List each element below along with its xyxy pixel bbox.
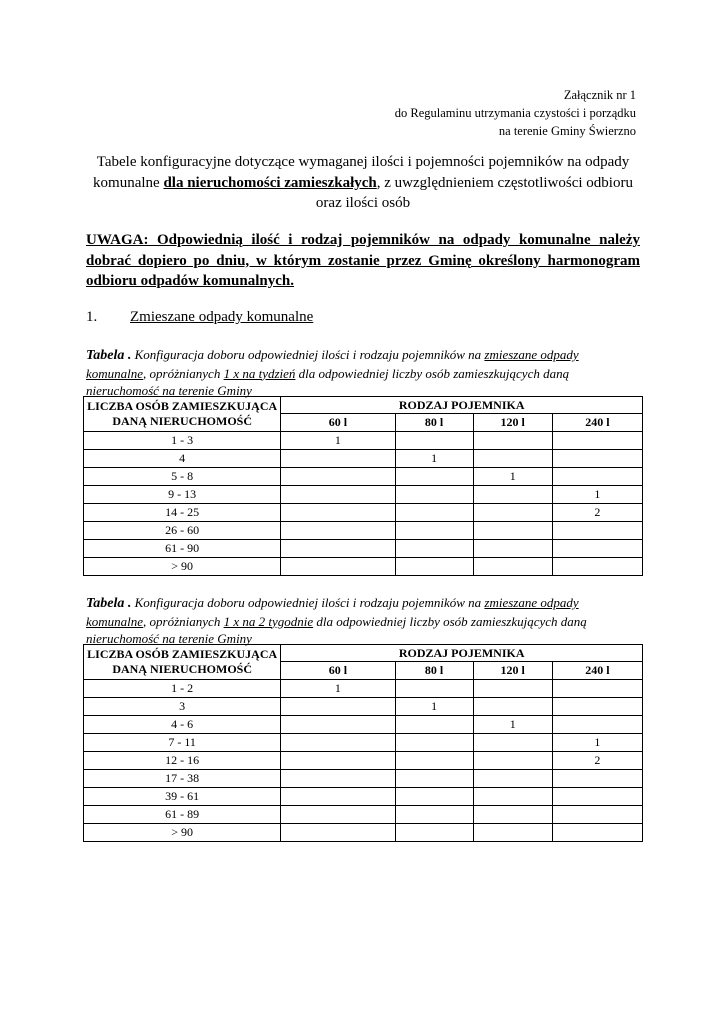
container-count — [395, 504, 473, 522]
persons-range: 4 - 6 — [84, 716, 281, 734]
container-count: 2 — [552, 504, 642, 522]
container-count — [473, 680, 552, 698]
table-row — [84, 522, 643, 540]
container-count — [552, 680, 642, 698]
container-count — [473, 734, 552, 752]
container-count — [552, 450, 642, 468]
persons-range: 9 - 13 — [84, 486, 281, 504]
container-table-2 — [83, 644, 643, 842]
persons-range: 3 — [84, 698, 281, 716]
container-count — [281, 486, 395, 504]
container-count — [395, 522, 473, 540]
container-table-1 — [83, 396, 643, 576]
section-number: 1. — [86, 309, 98, 325]
persons-range: 1 - 3 — [84, 432, 281, 450]
container-count — [473, 824, 552, 842]
caption-underlined: na terenie Gminy — [162, 631, 252, 646]
caption-text: Konfiguracja doboru odpowiedniej ilości i rodzaju pojemników na — [131, 347, 485, 362]
table-row — [84, 558, 643, 576]
caption-text: Konfiguracja doboru odpowiedniej ilości i rodzaju pojemników na — [131, 595, 485, 610]
container-count — [552, 716, 642, 734]
container-count — [281, 504, 395, 522]
persons-range: 39 - 61 — [84, 788, 281, 806]
container-count — [395, 806, 473, 824]
annex-header — [395, 86, 636, 140]
container-count — [281, 450, 395, 468]
container-count — [552, 468, 642, 486]
table-row — [84, 770, 643, 788]
container-count — [473, 486, 552, 504]
caption-frequency: 1 x na 2 tygodnie — [223, 613, 314, 629]
container-count — [473, 788, 552, 806]
warning-note: UWAGA: Odpowiednią ilość i rodzaj pojemników na odpady komunalne należy dobrać dopiero po dniu, w którym zostanie przez Gminę określony harmonogram odbioru odpadów komunalnych. — [86, 232, 640, 289]
document-title — [86, 152, 640, 214]
title-text-2: , z uwzględnieniem częstotliwości odbioru oraz ilości osób — [315, 174, 633, 211]
table-row — [84, 788, 643, 806]
persons-range: 61 - 90 — [84, 540, 281, 558]
container-count — [473, 698, 552, 716]
persons-range: 14 - 25 — [84, 504, 281, 522]
container-count — [552, 698, 642, 716]
persons-range: 5 - 8 — [84, 468, 281, 486]
container-count — [281, 558, 395, 576]
header-container-type: RODZAJ POJEMNIKA — [281, 645, 643, 662]
container-count — [281, 752, 395, 770]
caption-frequency: 1 x na tydzień — [223, 365, 296, 381]
container-count — [281, 698, 395, 716]
container-count — [281, 806, 395, 824]
title-text-1: Tabele konfiguracyjne dotyczące wymaganej ilości i pojemności pojemników na odpady komunalne — [93, 154, 630, 191]
column-240l: 240 l — [552, 414, 642, 432]
container-count — [552, 824, 642, 842]
container-count — [395, 540, 473, 558]
column-120l: 120 l — [473, 662, 552, 680]
container-count — [473, 540, 552, 558]
container-count — [552, 432, 642, 450]
header-container-type: RODZAJ POJEMNIKA — [281, 397, 643, 414]
table-2-caption — [86, 594, 642, 648]
container-count — [395, 558, 473, 576]
table-row — [84, 504, 643, 522]
container-count — [473, 504, 552, 522]
container-count — [281, 770, 395, 788]
persons-range: 17 - 38 — [84, 770, 281, 788]
container-count — [395, 432, 473, 450]
annex-line-2: do Regulaminu utrzymania czystości i porządku — [394, 106, 636, 120]
caption-underlined: zmieszane odpady komunalne — [86, 595, 579, 629]
table-row — [84, 540, 643, 558]
column-240l: 240 l — [552, 662, 642, 680]
table-row — [84, 806, 643, 824]
container-count — [552, 540, 642, 558]
container-count — [395, 486, 473, 504]
column-80l: 80 l — [395, 662, 473, 680]
caption-label: Tabela . — [86, 348, 132, 363]
table-row — [84, 734, 643, 752]
section-title: Zmieszane odpady komunalne — [130, 309, 314, 325]
container-count: 1 — [395, 698, 473, 716]
container-count — [281, 522, 395, 540]
container-count — [473, 806, 552, 824]
container-count: 1 — [552, 486, 642, 504]
persons-range: 7 - 11 — [84, 734, 281, 752]
container-count — [281, 824, 395, 842]
container-count — [281, 788, 395, 806]
container-count: 1 — [395, 450, 473, 468]
container-count — [552, 788, 642, 806]
table-1-caption — [86, 346, 642, 400]
table-row — [84, 432, 643, 450]
container-count: 1 — [552, 734, 642, 752]
caption-label: Tabela . — [86, 596, 132, 611]
container-count: 1 — [473, 468, 552, 486]
table-row — [84, 486, 643, 504]
annex-line-1: Załącznik nr 1 — [563, 88, 636, 102]
table-row — [84, 752, 643, 770]
column-80l: 80 l — [395, 414, 473, 432]
table-row — [84, 680, 643, 698]
caption-text: dla odpowiedniej liczby osób zamieszkujących daną nieruchomość — [86, 365, 570, 398]
table-row — [84, 698, 643, 716]
table-row — [84, 468, 643, 486]
table-row — [84, 450, 643, 468]
container-count — [281, 540, 395, 558]
container-count — [473, 432, 552, 450]
container-count: 1 — [281, 680, 395, 698]
container-count — [552, 522, 642, 540]
container-count — [395, 824, 473, 842]
column-120l: 120 l — [473, 414, 552, 432]
container-count — [473, 522, 552, 540]
container-count — [395, 734, 473, 752]
column-60l: 60 l — [281, 414, 395, 432]
caption-text: dla odpowiedniej liczby osób zamieszkujących daną nieruchomość — [86, 613, 587, 646]
container-count — [395, 788, 473, 806]
caption-underlined: zmieszane odpady komunalne — [86, 347, 579, 381]
table-row — [84, 824, 643, 842]
container-count — [281, 734, 395, 752]
container-count — [395, 468, 473, 486]
container-count — [473, 558, 552, 576]
persons-range: 12 - 16 — [84, 752, 281, 770]
container-count: 1 — [281, 432, 395, 450]
title-emphasis: dla nieruchomości zamieszkałych — [163, 174, 377, 191]
column-60l: 60 l — [281, 662, 395, 680]
container-count — [395, 752, 473, 770]
container-count — [395, 716, 473, 734]
container-count — [473, 770, 552, 788]
container-count — [281, 468, 395, 486]
persons-range: 4 — [84, 450, 281, 468]
container-count: 2 — [552, 752, 642, 770]
persons-range: 1 - 2 — [84, 680, 281, 698]
section-heading — [86, 307, 313, 327]
caption-text: , opróżnianych — [143, 365, 224, 381]
container-count — [552, 806, 642, 824]
annex-line-3: na terenie Gminy Świerzno — [498, 124, 636, 138]
container-count: 1 — [473, 716, 552, 734]
header-persons: LICZBA OSÓB ZAMIESZKUJĄCA DANĄ NIERUCHOMOŚĆ — [84, 645, 281, 680]
container-count — [281, 716, 395, 734]
container-count — [473, 752, 552, 770]
header-persons: LICZBA OSÓB ZAMIESZKUJĄCA DANĄ NIERUCHOMOŚĆ — [84, 397, 281, 432]
container-count — [473, 450, 552, 468]
caption-underlined: na terenie Gminy — [162, 383, 252, 398]
table-row — [84, 716, 643, 734]
persons-range: 61 - 89 — [84, 806, 281, 824]
container-count — [395, 770, 473, 788]
container-count — [552, 770, 642, 788]
container-count — [395, 680, 473, 698]
caption-text: , opróżnianych — [143, 613, 224, 629]
persons-range: 26 - 60 — [84, 522, 281, 540]
persons-range: > 90 — [84, 558, 281, 576]
persons-range: > 90 — [84, 824, 281, 842]
container-count — [552, 558, 642, 576]
